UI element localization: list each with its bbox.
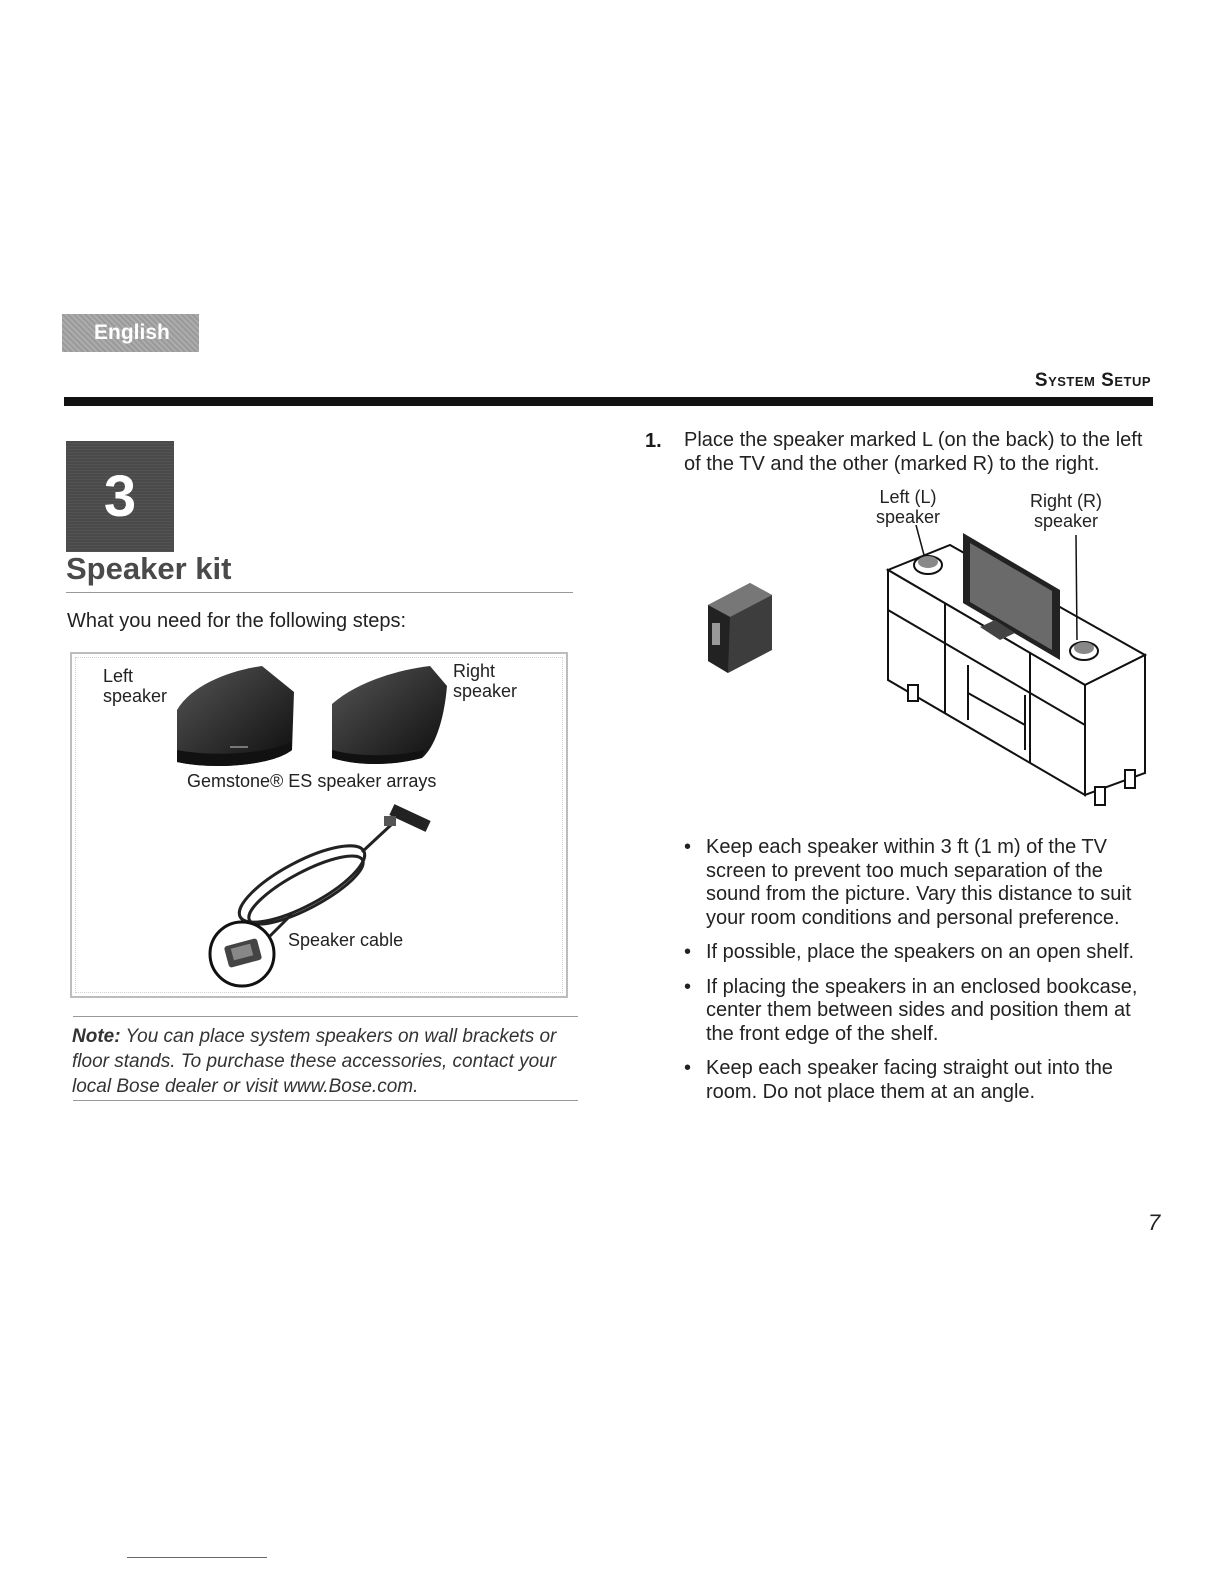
right-speaker-icon xyxy=(332,666,447,764)
note-text: You can place system speakers on wall brackets or floor stands. To purchase these accessories, contact your local Bose dealer or visit www.Bose.com. xyxy=(72,1026,557,1097)
placement-diagram xyxy=(700,525,1150,815)
list-item: • If placing the speakers in an enclosed bookcase, center them between sides and position them at the front edge of the shelf. xyxy=(684,976,1154,1047)
speaker-arrays-illustration xyxy=(172,662,452,772)
tips-list xyxy=(684,836,1154,1115)
console-icon xyxy=(708,583,772,673)
step-number: 1. xyxy=(645,430,662,452)
chapter-number: 3 xyxy=(66,441,174,552)
note-label: Note: xyxy=(72,1026,121,1047)
right-callout-line xyxy=(1076,535,1077,640)
speaker-cable-icon xyxy=(230,824,392,936)
intro-text: What you need for the following steps: xyxy=(67,610,407,632)
note xyxy=(72,1024,582,1099)
left-speaker-on-shelf-icon xyxy=(914,556,942,574)
cable-connector-icon xyxy=(384,804,431,832)
speaker-cable-illustration xyxy=(202,804,452,994)
list-item: • Keep each speaker within 3 ft (1 m) of the TV screen to prevent too much separation of the sound from the picture. Vary this distance to suit your room conditions and personal preference. xyxy=(684,836,1154,930)
connector-closeup-icon xyxy=(210,922,274,986)
speaker-cable-label: Speaker cable xyxy=(288,930,404,950)
page-number: 7 xyxy=(1148,1210,1161,1235)
chapter-rule xyxy=(66,592,573,593)
diagram-right-label: Right (R) speaker xyxy=(1030,491,1103,531)
left-speaker-icon xyxy=(177,666,294,766)
note-top-rule xyxy=(73,1016,578,1017)
diagram-left-label: Left (L) speaker xyxy=(876,487,941,527)
header-rule xyxy=(64,397,1153,406)
section-title: System Setup xyxy=(1034,370,1151,391)
right-speaker-label: Right speaker xyxy=(453,661,518,701)
left-speaker-label: Left speaker xyxy=(103,666,168,706)
language-tab: English xyxy=(62,314,199,352)
left-callout-line xyxy=(916,525,924,555)
list-item: • If possible, place the speakers on an open shelf. xyxy=(684,941,1154,965)
speaker-arrays-label: Gemstone® ES speaker arrays xyxy=(187,771,437,791)
footer-rule xyxy=(127,1557,267,1558)
list-item: • Keep each speaker facing straight out into the room. Do not place them at an angle. xyxy=(684,1057,1154,1104)
right-speaker-on-shelf-icon xyxy=(1070,642,1098,660)
note-bottom-rule xyxy=(73,1100,578,1101)
step-text: Place the speaker marked L (on the back) to the left of the TV and the other (marked R) to the right. xyxy=(684,429,1143,475)
chapter-title: Speaker kit xyxy=(66,551,232,586)
speaker-kit-figure xyxy=(70,652,568,998)
